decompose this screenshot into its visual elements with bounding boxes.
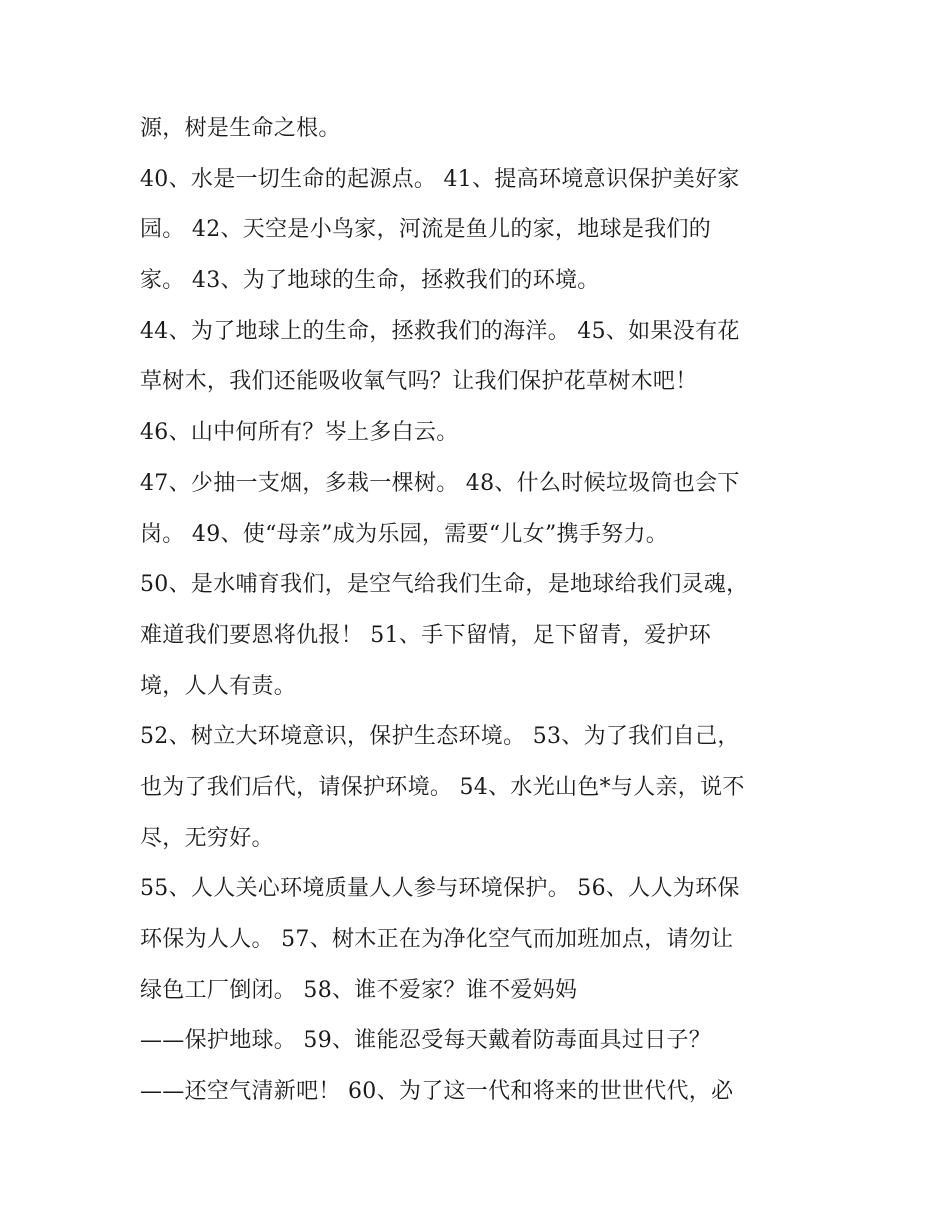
text-line: 46、山中何所有？岑上多白云。 xyxy=(140,420,459,446)
slogan-text-block xyxy=(140,104,830,1118)
text-line: 源，树是生命之根。 xyxy=(140,116,341,141)
text-line: 岗。 49、使“母亲”成为乐园，需要“儿女”携手努力。 xyxy=(140,521,669,547)
text-line: 草树木，我们还能吸收氧气吗？让我们保护花草树木吧！ xyxy=(140,369,698,395)
text-line: 50、是水哺育我们，是空气给我们生命，是地球给我们灵魂， xyxy=(140,572,749,598)
text-line: 境，人人有责。 xyxy=(140,673,297,699)
text-line: 47、少抽一支烟，多栽一棵树。 48、什么时候垃圾筒也会下 xyxy=(140,470,740,496)
text-line: 绿色工厂倒闭。 58、谁不爱家？谁不爱妈妈 xyxy=(140,977,578,1003)
text-line: 40、水是一切生命的起源点。 41、提高环境意识保护美好家 xyxy=(140,166,740,192)
text-line: 55、人人关心环境质量人人参与环境保护。 56、人人为环保 xyxy=(140,876,740,902)
text-line: 44、为了地球上的生命，拯救我们的海洋。 45、如果没有花 xyxy=(140,318,740,344)
text-line: ——还空气清新吧！ 60、为了这一代和将来的世世代代，必 xyxy=(140,1079,734,1105)
text-line: ——保护地球。 59、谁能忍受每天戴着防毒面具过日子？ xyxy=(140,1028,712,1054)
text-line: 环保为人人。 57、树木正在为净化空气而加班加点，请勿让 xyxy=(140,927,734,952)
text-line: 也为了我们后代，请保护环境。 54、水光山色*与人亲，说不 xyxy=(140,774,745,800)
text-line: 52、树立大环境意识，保护生态环境。 53、为了我们自己， xyxy=(140,724,740,750)
text-line: 家。 43、为了地球的生命，拯救我们的环境。 xyxy=(140,268,600,294)
text-line: 园。 42、天空是小鸟家，河流是鱼儿的家，地球是我们的 xyxy=(140,217,712,243)
text-line: 难道我们要恩将仇报！ 51、手下留情，足下留青，爱护环 xyxy=(140,622,712,648)
text-line: 尽，无穷好。 xyxy=(140,825,274,851)
